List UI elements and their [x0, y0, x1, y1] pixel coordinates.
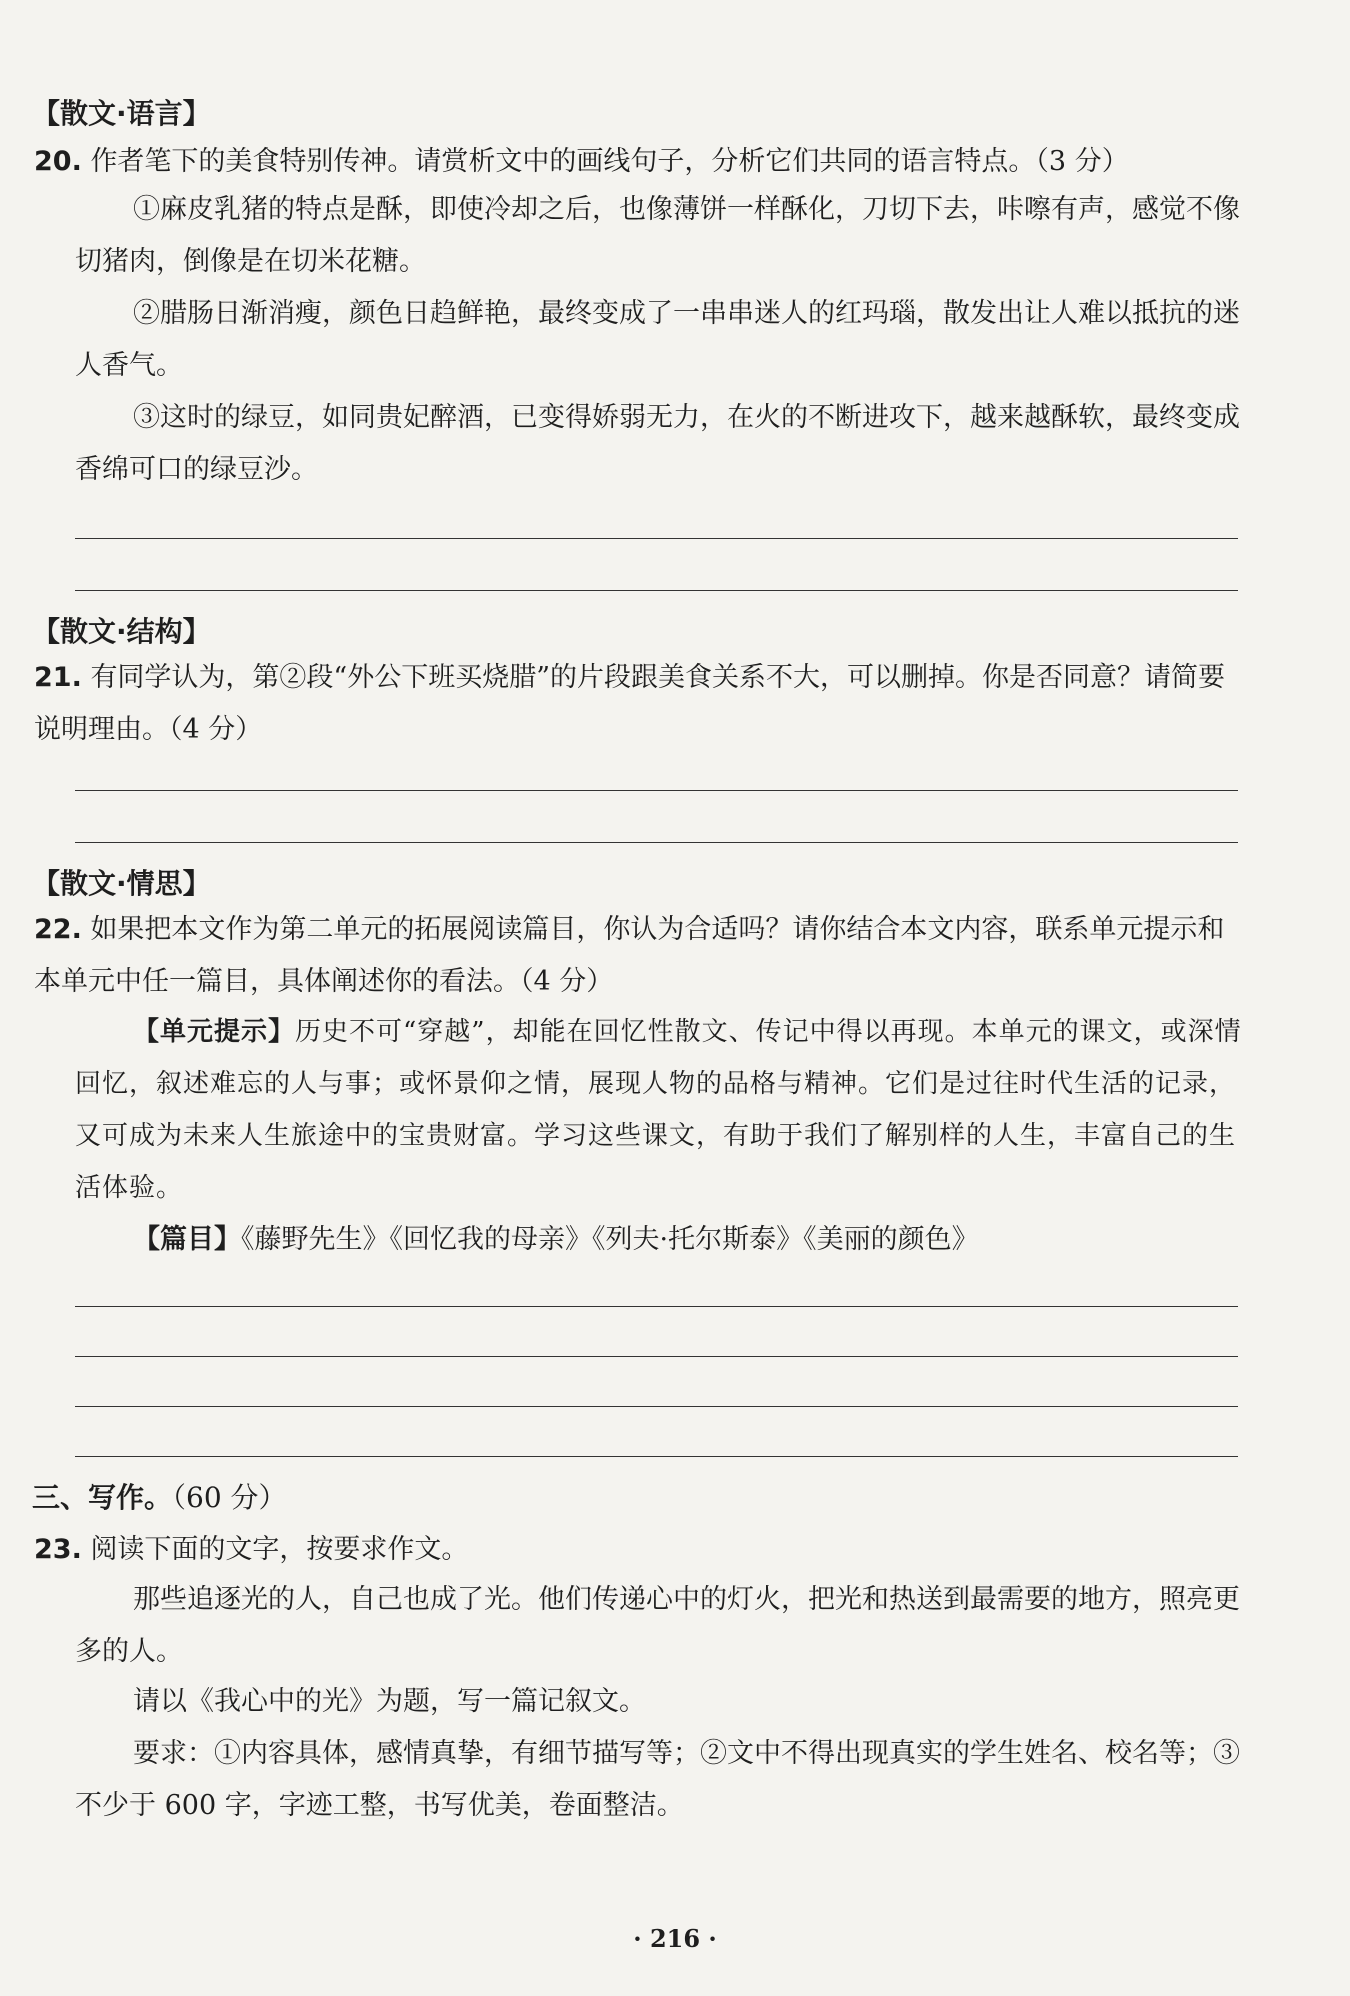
- essay-title-instruction: 请以《我心中的光》为题，写一篇记叙文。: [133, 1686, 646, 1717]
- part-title: 三、写作。: [32, 1481, 173, 1514]
- answer-line[interactable]: [75, 538, 1238, 539]
- section-heading-structure: 【散文·结构】: [32, 615, 211, 648]
- section-heading-language: 【散文·语言】: [32, 97, 211, 130]
- question-text: 作者笔下的美食特别传神。请赏析文中的画线句子，分析它们共同的语言特点。（3 分）: [90, 146, 1129, 177]
- answer-line[interactable]: [75, 1356, 1238, 1357]
- question-21: [34, 652, 1249, 756]
- unit-tip: [75, 1006, 1250, 1214]
- question-text: 有同学认为，第②段“外公下班买烧腊”的片段跟美食关系不大，可以删掉。你是否同意？请简要说明理由。（4 分）: [34, 662, 1226, 745]
- prompt-paragraph: 那些追逐光的人，自己也成了光。他们传递心中的灯火，把光和热送到最需要的地方，照亮更多的人。: [75, 1584, 1240, 1667]
- answer-line[interactable]: [75, 790, 1238, 791]
- essay-requirements: 要求：①内容具体，感情真挚，有细节描写等；②文中不得出现真实的学生姓名、校名等；③不少于 600 字，字迹工整，书写优美，卷面整洁。: [75, 1738, 1240, 1821]
- part-heading-writing: [32, 1476, 287, 1516]
- quoted-sentence-1: ①麻皮乳猪的特点是酥，即使冷却之后，也像薄饼一样酥化，刀切下去，咔嚓有声，感觉不像切猪肉，倒像是在切米花糖。: [75, 194, 1240, 277]
- quoted-sentence-2: ②腊肠日渐消瘦，颜色日趋鲜艳，最终变成了一串串迷人的红玛瑙，散发出让人难以抵抗的迷人香气。: [75, 298, 1240, 381]
- question-number: 21.: [34, 662, 82, 693]
- answer-line[interactable]: [75, 1306, 1238, 1307]
- page-number: · 216 ·: [633, 1924, 717, 1953]
- question-23: [34, 1524, 1249, 1576]
- part-score: （60 分）: [172, 1481, 287, 1514]
- question-number: 20.: [34, 146, 82, 177]
- reading-list-text: 《藤野先生》《回忆我的母亲》《列夫·托尔斯泰》《美丽的颜色》: [241, 1224, 979, 1255]
- question-text: 如果把本文作为第二单元的拓展阅读篇目，你认为合适吗？请你结合本文内容，联系单元提示和本单元中任一篇目，具体阐述你的看法。（4 分）: [34, 914, 1225, 997]
- answer-line[interactable]: [75, 1456, 1238, 1457]
- answer-line[interactable]: [75, 1406, 1238, 1407]
- question-text: 阅读下面的文字，按要求作文。: [90, 1534, 469, 1565]
- question-22: [34, 904, 1249, 1008]
- answer-line[interactable]: [75, 842, 1238, 843]
- section-heading-emotion: 【散文·情思】: [32, 867, 211, 900]
- reading-list-label: 【篇目】: [133, 1224, 241, 1255]
- reading-list: [75, 1214, 1250, 1266]
- question-20: [34, 136, 1249, 188]
- answer-line[interactable]: [75, 590, 1238, 591]
- unit-tip-label: 【单元提示】: [133, 1017, 296, 1047]
- question-number: 23.: [34, 1534, 82, 1565]
- unit-tip-text: 历史不可“穿越”，却能在回忆性散文、传记中得以再现。本单元的课文，或深情回忆，叙述难忘的人与事；或怀景仰之情，展现人物的品格与精神。它们是过往时代生活的记录，又可成为未来人生旅途中的宝贵财富。学习这些课文，有助于我们了解别样的人生，丰富自己的生活体验。: [75, 1017, 1242, 1203]
- question-number: 22.: [34, 914, 82, 945]
- quoted-sentence-3: ③这时的绿豆，如同贵妃醉酒，已变得娇弱无力，在火的不断进攻下，越来越酥软，最终变成香绵可口的绿豆沙。: [75, 402, 1240, 485]
